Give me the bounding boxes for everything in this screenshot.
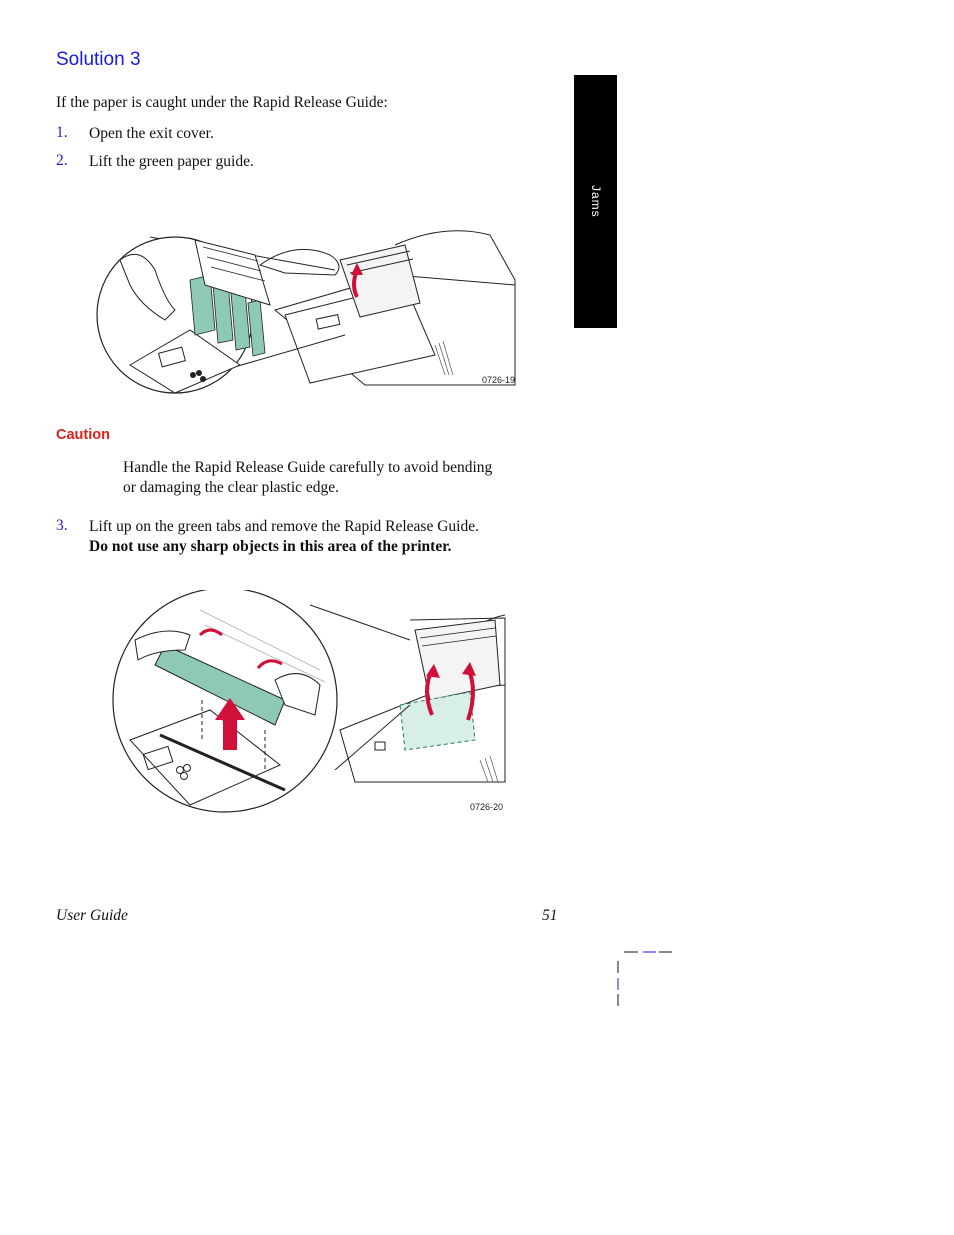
caution-line-1: Handle the Rapid Release Guide carefully to avoid bending [123, 459, 493, 476]
figure-remove-rapid-release-guide [110, 590, 510, 820]
step-3-number: 3. [56, 517, 68, 534]
figure-open-exit-cover [95, 225, 520, 395]
page-number: 51 [542, 907, 558, 924]
figure1-code: 0726-19 [482, 375, 516, 385]
figure2-code: 0726-20 [470, 802, 504, 812]
step-2-text: Lift the green paper guide. [89, 153, 254, 170]
side-tab-label: Jams [589, 185, 603, 218]
step-1-text: Open the exit cover. [89, 125, 214, 142]
step-2-number: 2. [56, 152, 68, 169]
intro-text: If the paper is caught under the Rapid Release Guide: [56, 94, 388, 111]
caution-line-2: or damaging the clear plastic edge. [123, 479, 340, 496]
step-3-warning: Do not use any sharp objects in this area of the printer. [89, 538, 452, 555]
footer-title: User Guide [56, 907, 128, 924]
jams-side-tab [574, 75, 617, 328]
step-1-number: 1. [56, 124, 68, 141]
section-heading: Solution 3 [56, 49, 141, 70]
step-3-text: Lift up on the green tabs and remove the Rapid Release Guide. [89, 518, 479, 535]
caution-label: Caution [56, 427, 110, 443]
nav-marks [614, 948, 676, 1010]
